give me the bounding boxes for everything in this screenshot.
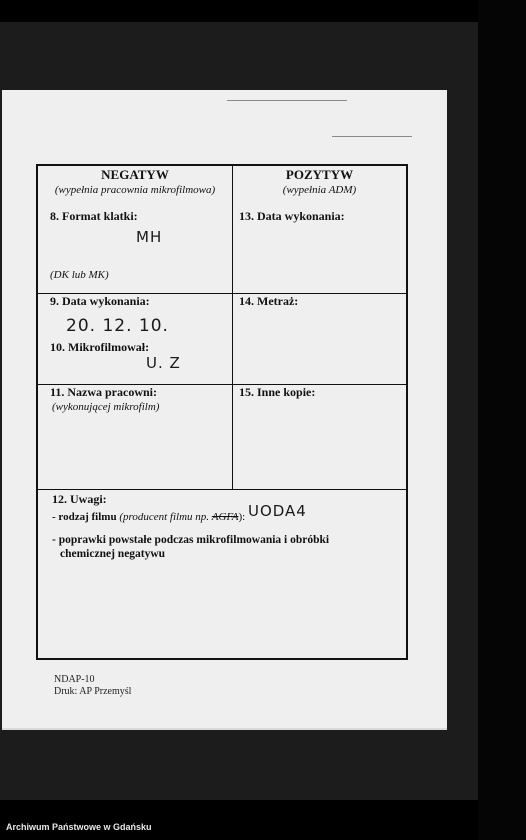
- negatyw-header: NEGATYW: [101, 167, 169, 182]
- microfilm-form-table: [36, 164, 408, 660]
- film-edge: [478, 0, 526, 840]
- film-example-strike: AGFA: [211, 511, 239, 523]
- pozytyw-subtitle: (wypełnia ADM): [282, 184, 357, 196]
- field-13-label: 13. Data wykonania:: [239, 209, 345, 223]
- film-producent-hint: (producent filmu np.: [119, 511, 210, 523]
- archive-caption: Archiwum Państwowe w Gdańsku: [6, 822, 152, 832]
- field-15-label: 15. Inne kopie:: [239, 385, 316, 399]
- film-type-handwritten: UODA4: [247, 502, 307, 520]
- field-11-label: 11. Nazwa pracowni:: [50, 385, 157, 399]
- pozytyw-header: POZYTYW: [285, 167, 354, 182]
- field-9-label: 9. Data wykonania:: [50, 294, 150, 308]
- field-12-line-3: chemicznej negatywu: [60, 548, 166, 560]
- film-type-label: - rodzaj filmu: [52, 511, 117, 523]
- field-15-cell: [232, 384, 406, 489]
- field-12-line-2: - poprawki powstałe podczas mikrofilmowania i obróbki: [52, 534, 330, 546]
- form-code: NDAP-10: [54, 674, 95, 685]
- field-8-handwritten: MH: [136, 228, 163, 246]
- field-12-label: 12. Uwagi:: [52, 492, 107, 506]
- pozytyw-cell: [232, 166, 406, 293]
- scan-artifact: [227, 100, 347, 101]
- field-12-line-1: [52, 502, 307, 524]
- scan-artifact: [332, 136, 412, 137]
- form-footer: [54, 674, 131, 698]
- field-10-handwritten: U. Z: [146, 354, 181, 372]
- field-9-10-cell: [38, 293, 232, 384]
- print-info: Druk: AP Przemyśl: [54, 686, 132, 697]
- field-11-cell: [38, 384, 232, 489]
- field-11-note: (wykonującej mikrofilm): [52, 401, 160, 413]
- negatyw-subtitle: (wypełnia pracownia mikrofilmowa): [54, 184, 216, 196]
- field-8-label: 8. Format klatki:: [50, 209, 138, 223]
- form-sheet: [2, 90, 447, 730]
- film-hint-close: ):: [238, 511, 246, 523]
- field-10-label: 10. Mikrofilmował:: [50, 340, 150, 354]
- field-14-cell: [232, 293, 406, 384]
- field-14-label: 14. Metraż:: [239, 294, 299, 308]
- field-9-handwritten: 20. 12. 10.: [66, 316, 169, 336]
- field-12-cell: [38, 489, 406, 658]
- negatyw-cell: [38, 166, 232, 293]
- field-8-note: (DK lub MK): [50, 269, 109, 281]
